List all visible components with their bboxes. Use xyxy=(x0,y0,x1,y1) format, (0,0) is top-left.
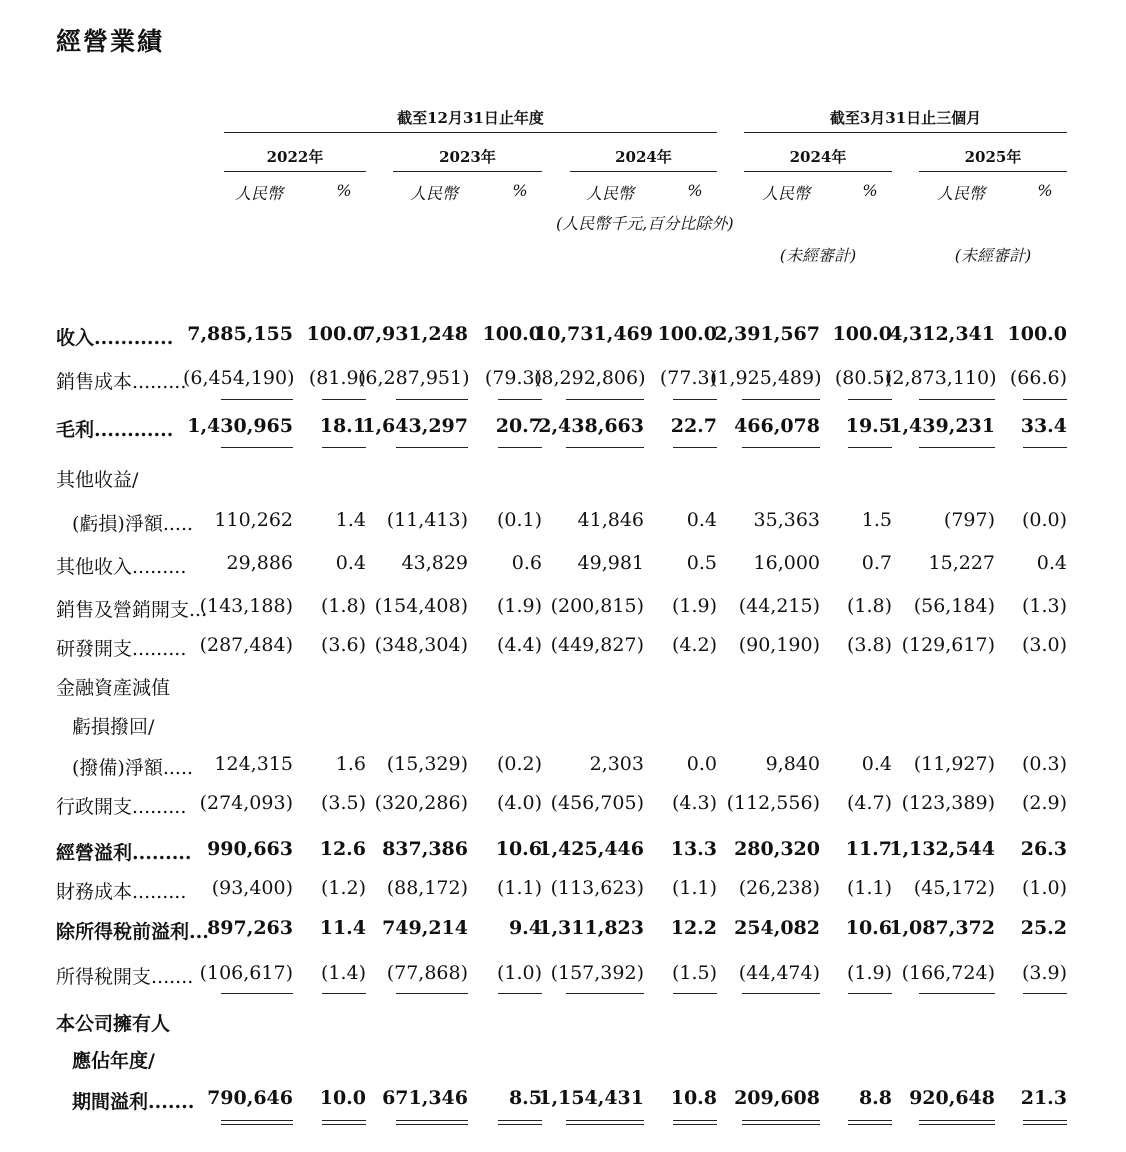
percent-cell: (66.6) xyxy=(1009,367,1067,389)
amount-cell: 29,886 xyxy=(226,552,293,574)
percent-cell: (1.8) xyxy=(846,595,892,617)
single-rule xyxy=(1023,447,1067,448)
row-label: (虧損)淨額..... xyxy=(72,513,194,535)
amount-cell: 2,303 xyxy=(589,753,644,775)
single-rule xyxy=(742,993,820,994)
single-rule xyxy=(498,993,542,994)
amount-cell: 49,981 xyxy=(577,552,644,574)
percent-cell: 8.5 xyxy=(508,1087,542,1109)
percent-cell: 13.3 xyxy=(670,838,717,860)
percent-cell: (1.1) xyxy=(496,877,542,899)
row-label: 金融資產減值 xyxy=(56,677,171,699)
amount-cell: 1,311,823 xyxy=(538,917,644,939)
amount-cell: (11,413) xyxy=(386,509,468,531)
percent-cell: (79.3) xyxy=(484,367,542,389)
amount-cell: 7,885,155 xyxy=(187,323,293,345)
amount-cell: (287,484) xyxy=(199,634,293,656)
amount-cell: (200,815) xyxy=(550,595,644,617)
amount-cell: 1,087,372 xyxy=(889,917,995,939)
currency-unit: 人民幣 xyxy=(937,184,986,203)
double-rule xyxy=(566,1120,644,1125)
amount-cell: 671,346 xyxy=(382,1087,468,1109)
double-rule xyxy=(673,1120,717,1125)
percent-cell: (1.3) xyxy=(1021,595,1067,617)
percent-cell: (0.0) xyxy=(1021,509,1067,531)
percent-cell: 26.3 xyxy=(1020,838,1067,860)
percent-cell: (4.4) xyxy=(496,634,542,656)
single-rule xyxy=(742,447,820,448)
amount-cell: 16,000 xyxy=(753,552,820,574)
amount-cell: (44,215) xyxy=(738,595,820,617)
percent-cell: 100.0 xyxy=(657,323,717,345)
amount-cell: 2,438,663 xyxy=(538,415,644,437)
percent-cell: (1.2) xyxy=(320,877,366,899)
percent-cell: 19.5 xyxy=(845,415,892,437)
percent-cell: (3.5) xyxy=(320,792,366,814)
percent-cell: 10.8 xyxy=(670,1087,717,1109)
amount-cell: 920,648 xyxy=(909,1087,995,1109)
amount-cell: (2,873,110) xyxy=(885,367,997,389)
unit-note: (人民幣千元,百分比除外) xyxy=(556,214,734,233)
percent-cell: 0.7 xyxy=(861,552,892,574)
percent-cell: (81.9) xyxy=(308,367,366,389)
row-label: 行政開支......... xyxy=(56,796,187,818)
amount-cell: (88,172) xyxy=(386,877,468,899)
row-label: 其他收益/ xyxy=(56,469,139,491)
single-rule xyxy=(498,399,542,400)
amount-cell: 1,425,446 xyxy=(538,838,644,860)
period-header: 2022年 xyxy=(266,148,324,166)
amount-cell: 1,439,231 xyxy=(889,415,995,437)
amount-cell: 790,646 xyxy=(207,1087,293,1109)
single-rule xyxy=(1023,993,1067,994)
percent-cell: (4.7) xyxy=(846,792,892,814)
single-rule xyxy=(566,447,644,448)
percent-cell: (1.5) xyxy=(671,962,717,984)
percent-cell: (4.3) xyxy=(671,792,717,814)
percent-cell: 0.4 xyxy=(861,753,892,775)
amount-cell: (45,172) xyxy=(913,877,995,899)
single-rule xyxy=(919,447,995,448)
percent-unit: % xyxy=(862,181,878,200)
period-header: 2024年 xyxy=(789,148,847,166)
amount-cell: 1,643,297 xyxy=(362,415,468,437)
percent-unit: % xyxy=(687,181,703,200)
amount-cell: (15,329) xyxy=(386,753,468,775)
amount-cell: 9,840 xyxy=(765,753,820,775)
single-rule xyxy=(848,993,892,994)
amount-cell: (112,556) xyxy=(726,792,820,814)
percent-cell: 12.2 xyxy=(670,917,717,939)
period-rule xyxy=(744,171,892,172)
amount-cell: (166,724) xyxy=(901,962,995,984)
amount-cell: (77,868) xyxy=(386,962,468,984)
unaudited-note: (未經審計) xyxy=(779,246,857,265)
percent-cell: 22.7 xyxy=(670,415,717,437)
amount-cell: (154,408) xyxy=(374,595,468,617)
percent-cell: (1.8) xyxy=(320,595,366,617)
single-rule xyxy=(221,993,293,994)
percent-unit: % xyxy=(1037,181,1053,200)
amount-cell: (90,190) xyxy=(738,634,820,656)
amount-cell: (26,238) xyxy=(738,877,820,899)
percent-cell: (4.2) xyxy=(671,634,717,656)
period-header: 2023年 xyxy=(439,148,496,166)
amount-cell: (1,925,489) xyxy=(710,367,822,389)
amount-cell: (6,287,951) xyxy=(358,367,470,389)
percent-cell: 1.4 xyxy=(335,509,366,531)
percent-cell: (80.5) xyxy=(834,367,892,389)
row-label: 財務成本......... xyxy=(56,881,187,903)
single-rule xyxy=(396,993,468,994)
percent-cell: 10.6 xyxy=(845,917,892,939)
group-rule xyxy=(744,132,1067,133)
amount-cell: 1,132,544 xyxy=(889,838,995,860)
single-rule xyxy=(322,993,366,994)
amount-cell: (348,304) xyxy=(374,634,468,656)
row-label: 期間溢利....... xyxy=(72,1091,195,1113)
group-rule xyxy=(224,132,717,133)
percent-cell: 100.0 xyxy=(832,323,892,345)
percent-cell: 21.3 xyxy=(1020,1087,1067,1109)
amount-cell: 110,262 xyxy=(214,509,293,531)
percent-cell: 0.4 xyxy=(335,552,366,574)
percent-cell: (1.9) xyxy=(671,595,717,617)
single-rule xyxy=(322,399,366,400)
amount-cell: 209,608 xyxy=(734,1087,820,1109)
percent-cell: 9.4 xyxy=(508,917,542,939)
period-rule xyxy=(393,171,542,172)
percent-cell: 33.4 xyxy=(1020,415,1067,437)
period-header: 2025年 xyxy=(964,148,1022,166)
period-rule xyxy=(224,171,366,172)
percent-cell: 20.7 xyxy=(495,415,542,437)
amount-cell: (320,286) xyxy=(374,792,468,814)
row-label: 銷售及營銷開支... xyxy=(56,599,208,621)
row-label: 本公司擁有人 xyxy=(56,1013,171,1035)
percent-cell: (77.3) xyxy=(659,367,717,389)
row-label: 除所得稅前溢利... xyxy=(56,921,209,943)
percent-cell: (1.0) xyxy=(496,962,542,984)
amount-cell: 1,154,431 xyxy=(538,1087,644,1109)
percent-cell: 8.8 xyxy=(858,1087,892,1109)
double-rule xyxy=(1023,1120,1067,1125)
amount-cell: 749,214 xyxy=(382,917,468,939)
percent-cell: (1.1) xyxy=(846,877,892,899)
double-rule xyxy=(498,1120,542,1125)
single-rule xyxy=(498,447,542,448)
double-rule xyxy=(322,1120,366,1125)
group-header: 截至3月31日止三個月 xyxy=(829,109,982,127)
row-label: 應佔年度/ xyxy=(72,1050,155,1072)
percent-cell: 0.0 xyxy=(686,753,717,775)
amount-cell: (106,617) xyxy=(199,962,293,984)
amount-cell: (456,705) xyxy=(550,792,644,814)
amount-cell: (44,474) xyxy=(738,962,820,984)
amount-cell: (129,617) xyxy=(901,634,995,656)
amount-cell: 124,315 xyxy=(214,753,293,775)
row-label: 所得稅開支....... xyxy=(56,966,194,988)
percent-cell: 12.6 xyxy=(319,838,366,860)
percent-cell: (3.9) xyxy=(1021,962,1067,984)
amount-cell: (113,623) xyxy=(550,877,644,899)
percent-cell: (3.0) xyxy=(1021,634,1067,656)
amount-cell: (11,927) xyxy=(913,753,995,775)
row-label: 毛利............ xyxy=(56,419,174,441)
amount-cell: 466,078 xyxy=(734,415,820,437)
period-header: 2024年 xyxy=(615,148,672,166)
amount-cell: (143,188) xyxy=(199,595,293,617)
amount-cell: (157,392) xyxy=(550,962,644,984)
percent-cell: 100.0 xyxy=(482,323,542,345)
percent-cell: (1.0) xyxy=(1021,877,1067,899)
amount-cell: (6,454,190) xyxy=(183,367,295,389)
single-rule xyxy=(396,447,468,448)
amount-cell: 254,082 xyxy=(734,917,820,939)
percent-cell: 100.0 xyxy=(1007,323,1067,345)
amount-cell: (8,292,806) xyxy=(534,367,646,389)
single-rule xyxy=(848,399,892,400)
percent-cell: (1.4) xyxy=(320,962,366,984)
amount-cell: 10,731,469 xyxy=(534,323,653,345)
single-rule xyxy=(919,399,995,400)
single-rule xyxy=(221,399,293,400)
double-rule xyxy=(396,1120,468,1125)
period-rule xyxy=(570,171,717,172)
group-header: 截至12月31日止年度 xyxy=(397,109,544,127)
single-rule xyxy=(742,399,820,400)
amount-cell: (123,389) xyxy=(901,792,995,814)
percent-cell: 0.4 xyxy=(1036,552,1067,574)
percent-cell: 10.6 xyxy=(495,838,542,860)
currency-unit: 人民幣 xyxy=(586,184,635,203)
period-rule xyxy=(919,171,1067,172)
amount-cell: 7,931,248 xyxy=(362,323,468,345)
amount-cell: 2,391,567 xyxy=(714,323,820,345)
amount-cell: 43,829 xyxy=(401,552,468,574)
single-rule xyxy=(221,447,293,448)
amount-cell: 280,320 xyxy=(734,838,820,860)
row-label: 其他收入......... xyxy=(56,556,187,578)
amount-cell: 1,430,965 xyxy=(187,415,293,437)
currency-unit: 人民幣 xyxy=(762,184,811,203)
single-rule xyxy=(396,399,468,400)
percent-cell: 11.7 xyxy=(845,838,892,860)
double-rule xyxy=(919,1120,995,1125)
double-rule xyxy=(221,1120,293,1125)
amount-cell: (93,400) xyxy=(211,877,293,899)
percent-cell: (2.9) xyxy=(1021,792,1067,814)
percent-unit: % xyxy=(512,181,528,200)
percent-cell: (3.6) xyxy=(320,634,366,656)
amount-cell: 15,227 xyxy=(928,552,995,574)
row-label: 收入............ xyxy=(56,327,174,349)
percent-cell: 100.0 xyxy=(306,323,366,345)
percent-cell: 1.6 xyxy=(335,753,366,775)
percent-cell: (0.1) xyxy=(496,509,542,531)
percent-cell: 0.5 xyxy=(686,552,717,574)
single-rule xyxy=(566,399,644,400)
amount-cell: 837,386 xyxy=(382,838,468,860)
row-label: (撥備)淨額..... xyxy=(72,757,194,779)
row-label: 虧損撥回/ xyxy=(72,716,155,738)
percent-cell: 10.0 xyxy=(319,1087,366,1109)
single-rule xyxy=(673,447,717,448)
percent-cell: (0.3) xyxy=(1021,753,1067,775)
percent-unit: % xyxy=(336,181,352,200)
percent-cell: (3.8) xyxy=(846,634,892,656)
amount-cell: 4,312,341 xyxy=(889,323,995,345)
row-label: 銷售成本......... xyxy=(56,371,187,393)
single-rule xyxy=(322,447,366,448)
amount-cell: (449,827) xyxy=(550,634,644,656)
single-rule xyxy=(566,993,644,994)
double-rule xyxy=(742,1120,820,1125)
percent-cell: 0.4 xyxy=(686,509,717,531)
amount-cell: 897,263 xyxy=(207,917,293,939)
percent-cell: (1.9) xyxy=(496,595,542,617)
single-rule xyxy=(1023,399,1067,400)
percent-cell: 11.4 xyxy=(319,917,366,939)
single-rule xyxy=(848,447,892,448)
amount-cell: 35,363 xyxy=(753,509,820,531)
percent-cell: 18.1 xyxy=(319,415,366,437)
single-rule xyxy=(673,399,717,400)
currency-unit: 人民幣 xyxy=(410,184,459,203)
amount-cell: (274,093) xyxy=(199,792,293,814)
unaudited-note: (未經審計) xyxy=(954,246,1032,265)
amount-cell: 990,663 xyxy=(207,838,293,860)
percent-cell: (4.0) xyxy=(496,792,542,814)
single-rule xyxy=(673,993,717,994)
page-title: 經營業績 xyxy=(56,27,165,56)
amount-cell: (797) xyxy=(943,509,995,531)
percent-cell: 0.6 xyxy=(511,552,542,574)
single-rule xyxy=(919,993,995,994)
row-label: 經營溢利......... xyxy=(56,842,192,864)
amount-cell: 41,846 xyxy=(577,509,644,531)
currency-unit: 人民幣 xyxy=(235,184,284,203)
double-rule xyxy=(848,1120,892,1125)
percent-cell: 1.5 xyxy=(861,509,892,531)
percent-cell: (1.1) xyxy=(671,877,717,899)
percent-cell: (0.2) xyxy=(496,753,542,775)
percent-cell: (1.9) xyxy=(846,962,892,984)
percent-cell: 25.2 xyxy=(1020,917,1067,939)
row-label: 研發開支......... xyxy=(56,638,187,660)
amount-cell: (56,184) xyxy=(913,595,995,617)
